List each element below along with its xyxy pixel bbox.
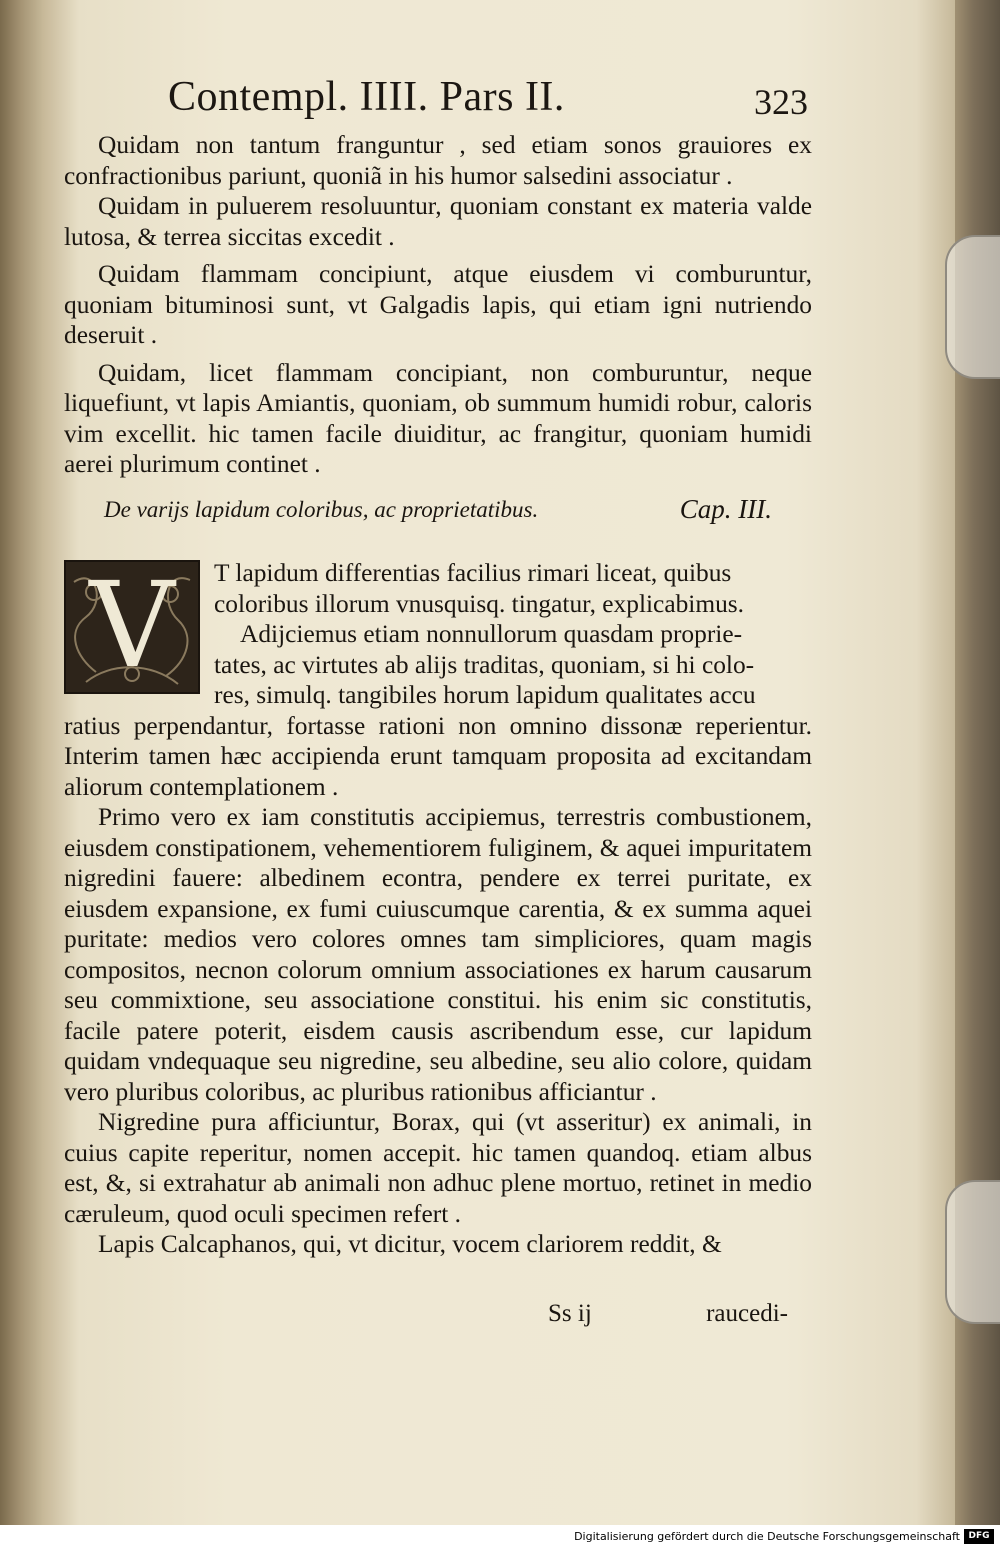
paragraph: Quidam non tantum franguntur , sed etiam sonos grauiores ex confractionibus pariunt, quoniã in his humor salsedini associatur .: [64, 131, 812, 190]
paragraph: ratius perpendantur, fortasse rationi non omnino dissonæ reperientur. Interim tamen hæc accipienda erunt tamquam proposita ad excitandam aliorum contemplationem .: [64, 711, 812, 801]
footer-credit: Digitalisierung gefördert durch die Deutsche Forschungsgemeinschaft: [574, 1530, 960, 1543]
text-line: T lapidum differentias facilius rimari liceat, quibus: [214, 559, 732, 587]
chapter-number: Cap. III.: [679, 494, 772, 524]
text-line: Adijciemus etiam nonnullorum quasdam proprie-: [240, 620, 743, 648]
text-line: res, simulq. tangibiles horum lapidum qualitates accu: [214, 681, 756, 709]
page-tab-marker: [945, 235, 1000, 379]
catchword: raucedi-: [706, 1300, 788, 1327]
page-number: 323: [754, 82, 808, 122]
text-block-chapter: [64, 558, 812, 1260]
paragraph: Lapis Calcaphanos, qui, vt dicitur, vocem clariorem reddit, &: [98, 1230, 722, 1258]
facing-page-bleed: [0, 120, 30, 1370]
header-title: Contempl. IIII. Pars II.: [168, 74, 565, 120]
page-tab-marker: [945, 1180, 1000, 1324]
dfg-logo-icon: DFG: [964, 1529, 994, 1544]
running-header: [168, 72, 808, 132]
chapter-title: De varijs lapidum coloribus, ac proprietatibus.: [104, 497, 539, 522]
digitization-footer: [0, 1525, 1000, 1550]
paragraph: Quidam in puluerem resoluuntur, quoniam constant ex materia valde lutosa, & terrea siccitas excedit .: [64, 192, 812, 251]
initial-letter: V: [89, 556, 175, 694]
paragraph: Primo vero ex iam constitutis accipiemus, terrestris combustionem, eiusdem constipationem, vehementiorem fuliginem, & aquei impuritatem nigredini fauere: albedinem econtra, pendere ex terrei puritate, ex eiusdem expansione, ex fumi cuiuscumque carentia, & ex summa aquei puritate: medios vero colores omnes tam simpliciores, quam magis compositos, necnon colorum omnium associationes ex harum causarum seu commixtione, seu associatione constitui. his enim sic constitutis, facile patere poterit, eisdem causis ascribendum esse, cur lapidum quidam vndequaque seu nigredine, seu albedine, seu alio colore, quidam vero pluribus coloribus, ac pluribus rationibus afficiantur .: [64, 803, 812, 1106]
text-line: coloribus illorum vnusquisq. tingatur, explicabimus.: [214, 589, 745, 618]
paragraph: Quidam flammam concipiunt, atque eiusdem vi comburuntur, quoniam bituminosi sunt, vt Galgadis lapis, qui etiam igni nutriendo deseruit .: [64, 260, 812, 349]
text-block-top: [64, 130, 812, 480]
signature-line: [548, 1300, 788, 1332]
text-line: tates, ac virtutes ab alijs traditas, quoniam, si hi colo-: [214, 650, 755, 679]
paragraph: Quidam, licet flammam concipiant, non comburuntur, neque liquefiunt, vt lapis Amiantis, quoniam, ob summum humidi robur, caloris vim excellit. hic tamen facile diuiditur, ac frangitur, quoniam humidi aerei plurimum continet .: [64, 358, 812, 478]
paragraph: Nigredine pura afficiuntur, Borax, qui (vt asseritur) ex animali, in cuius capite reperitur, nomen accepit. hic tamen quandoq. etiam albus est, &, si extrahatur ab animali non adhuc plene mortuo, retinet in medio cæruleum, quod oculi specimen refert .: [64, 1108, 812, 1228]
signature-mark: Ss ij: [548, 1300, 592, 1327]
chapter-heading: [104, 494, 772, 529]
